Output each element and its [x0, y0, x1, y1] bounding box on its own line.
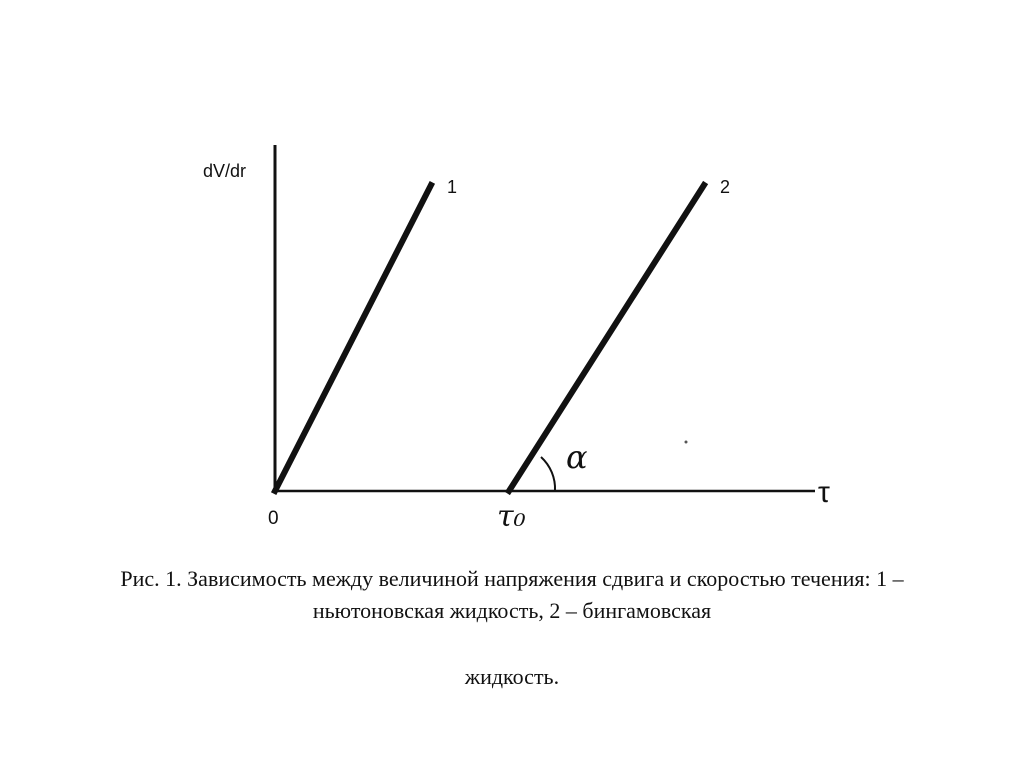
figure-caption-continued: жидкость.	[464, 664, 560, 689]
figure-caption: Рис. 1. Зависимость между величиной напряжения сдвига и скоростью течения: 1 – ньютоновская жидкость, 2 – бингамовская	[120, 566, 904, 623]
y-axis-label: dV/dr	[203, 161, 247, 181]
series-1-label: 1	[447, 177, 458, 197]
origin-label: 0	[268, 508, 279, 529]
series-layer	[275, 177, 730, 491]
series-2-label: 2	[720, 177, 731, 197]
angle-label: α	[566, 438, 588, 476]
yield-stress-label: τ₀	[497, 499, 526, 534]
series-2-line	[509, 185, 704, 491]
series-1-line	[275, 185, 431, 491]
angle-arc	[541, 457, 555, 491]
x-axis-label: τ	[818, 476, 830, 509]
stray-dot	[685, 441, 688, 444]
